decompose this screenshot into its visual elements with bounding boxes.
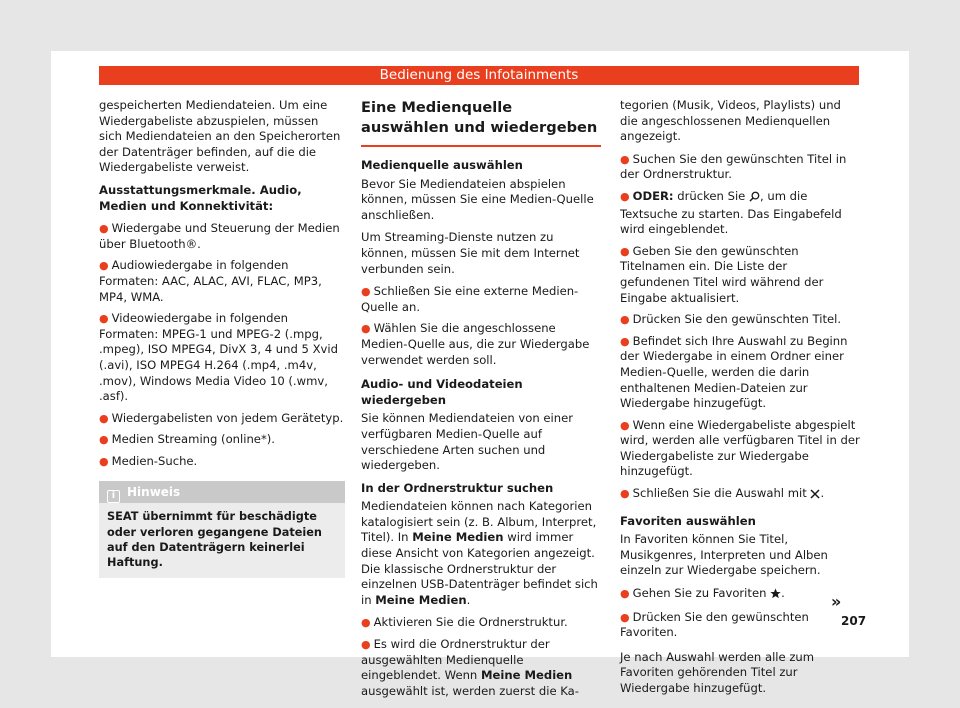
list-item: ● Drücken Sie den gewünschten Favoriten. [620,609,809,640]
bullet-icon: ● [620,334,630,348]
list-item: ● Wenn eine Wiedergabeliste abgespielt wird, werden alle verfügbaren Titel in der Wiedergabeliste zur Wiedergabe hinzugefügt. [620,417,860,479]
paragraph: tegorien (Musik, Videos, Playlists) und die angeschlossenen Medienquellen angezeigt. [620,98,841,144]
bullet-icon: ● [99,312,109,326]
paragraph: In Favoriten können Sie Titel, Musikgenres, Interpreten und Alben einzeln zur Wiedergabe speichern. [620,532,828,578]
page-header: Bedienung des Infotainments [99,66,859,85]
bullet-icon: ● [620,189,630,203]
list-item: ● Aktivieren Sie die Ordnerstruktur. [361,615,568,630]
bullet-icon: ● [620,587,630,601]
list-item: ● ODER: drücken Sie , um die Textsuche zu starten. Das Eingabefeld wird eingeblendet. [620,188,842,237]
continue-marker: » [831,592,842,611]
list-item: ● Medien-Suche. [99,453,198,468]
subheading: Favoriten auswählen [620,513,756,528]
list-item: ● Wiedergabelisten von jedem Gerätetyp. [99,410,344,425]
subheading: In der Ordnerstruktur suchen [361,480,554,495]
list-item: ● Wiedergabe und Steuerung der Medien über Bluetooth®. [99,221,340,251]
subheading: Audio- und Videodateien wiedergeben [361,377,523,407]
list-item: ● Gehen Sie zu Favoriten . [620,586,860,604]
bullet-icon: ● [361,285,371,299]
info-icon: i [107,490,120,503]
list-item: ● Medien Streaming (online*). [99,432,275,447]
bullet-icon: ● [620,418,630,432]
paragraph: Um Streaming-Dienste nutzen zu können, müssen Sie mit dem Internet verbunden sein. [361,230,580,276]
column-left [99,98,345,578]
bullet-icon: ● [361,638,371,652]
bullet-icon: ● [361,322,371,336]
bullet-icon: ● [99,222,109,236]
page-number: 207 [841,614,867,628]
column-middle [361,98,601,705]
list-item: ● Befindet sich Ihre Auswahl zu Beginn der Wiedergabe in einem Ordner einer Medien-Quelle, werden die darin enthaltenen Medien-Dateien zur Wiedergabe hinzugefügt. [620,333,848,411]
bullet-icon: ● [99,411,109,425]
bullet-icon: ● [620,313,630,327]
bullet-icon: ● [361,616,371,630]
features-heading: Ausstattungsmerkmale. Audio, Medien und Konnektivität: [99,182,302,213]
list-item: ● Schließen Sie eine externe Medien-Quelle an. [361,284,579,314]
list-item: ● Audiowiedergabe in folgenden Formaten: AAC, ALAC, AVI, FLAC, MP3, MP4, WMA. [99,258,322,304]
list-item: ● Geben Sie den gewünschten Titelnamen ein. Die Liste der gefundenen Titel wird während der Eingabe aktualisiert. [620,243,824,305]
bullet-icon: ● [620,152,630,166]
list-item: ● Videowiedergabe in folgenden Formaten: MPEG-1 und MPEG-2 (.mpg, .mpeg), ISO MPEG4, DivX 3, 4 und 5 Xvid (.avi), ISO MPEG4 H.264 (.mp4, .m4v, .mov), Windows Media Video 10 (.wmv, .asf). [99,311,338,404]
search-icon [749,191,760,207]
bullet-icon: ● [99,433,109,447]
paragraph: gespeicherten Mediendateien. Um eine Wiedergabeliste abzuspielen, müssen sich Mediendateien an den Speicherorten der Datenträger befinden, auf die die Wiedergabeliste verweist. [99,98,341,175]
note-header: i Hinweis [99,481,345,503]
list-item: ● Schließen Sie die Auswahl mit . [620,486,860,504]
bullet-icon: ● [99,454,109,468]
section-title: Eine Medienquelle auswählen und wiedergeben [361,98,601,147]
list-item: ● Wählen Sie die angeschlossene Medien-Quelle aus, die zur Wiedergabe verwendet werden soll. [361,321,590,367]
bullet-icon: ● [620,487,630,501]
bullet-icon: ● [99,259,109,273]
list-item: ● Suchen Sie den gewünschten Titel in der Ordnerstruktur. [620,151,847,182]
paragraph: Bevor Sie Mediendateien abspielen können, müssen Sie eine Medien-Quelle anschließen. [361,176,594,222]
list-item: ● Es wird die Ordnerstruktur der ausgewählten Medienquelle eingeblendet. Wenn Meine Medien ausgewählt ist, werden zuerst die Ka- [361,637,579,698]
subheading: Medienquelle auswählen [361,158,523,172]
column-right [620,98,860,704]
note-body: SEAT übernimmt für beschädigte oder verloren gegangene Dateien auf den Datenträgern keinerlei Haftung. [107,510,322,570]
paragraph: Je nach Auswahl werden alle zum Favoriten gehörenden Titel zur Wiedergabe hinzugefügt. [620,649,815,695]
paragraph: Sie können Mediendateien von einer verfügbaren Medien-Quelle auf verschiedene Arten suchen und wiedergeben. [361,411,573,473]
close-icon [810,488,820,504]
note-box [99,481,345,578]
paragraph: Mediendateien können nach Kategorien katalogisiert sein (z. B. Album, Interpret, Titel). In Meine Medien wird immer diese Ansicht von Kategorien angezeigt. Die klassische Ordnerstruktur der einzelnen USB-Datenträger befindet sich in Meine Medien. [361,499,598,607]
bullet-icon: ● [620,244,630,258]
bullet-icon: ● [620,610,630,624]
star-icon [770,588,781,604]
list-item: ● Drücken Sie den gewünschten Titel. [620,312,842,327]
